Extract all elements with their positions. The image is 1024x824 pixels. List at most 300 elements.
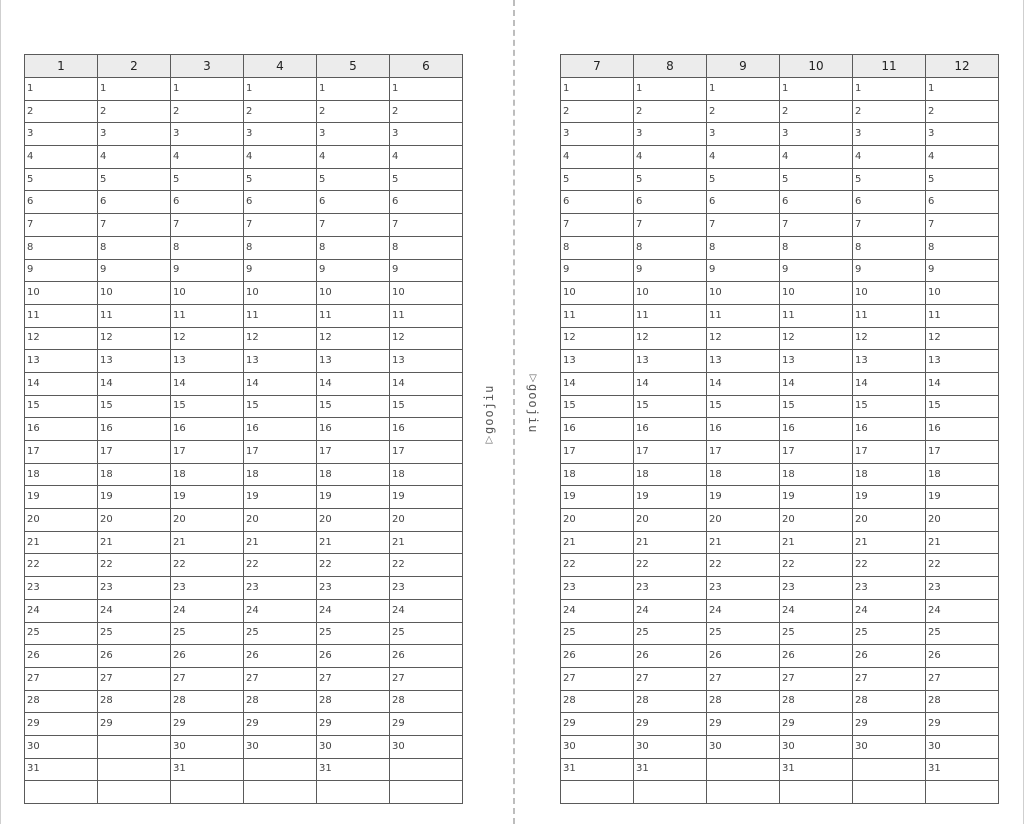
day-cell: 23 <box>707 577 780 600</box>
day-cell <box>98 735 171 758</box>
day-cell: 17 <box>171 441 244 464</box>
day-cell: 28 <box>244 690 317 713</box>
day-cell: 24 <box>25 599 98 622</box>
day-cell: 30 <box>926 735 999 758</box>
day-row <box>25 441 463 464</box>
day-cell: 29 <box>25 713 98 736</box>
day-cell: 26 <box>317 645 390 668</box>
day-cell: 15 <box>780 395 853 418</box>
day-row <box>561 667 999 690</box>
day-row <box>25 146 463 169</box>
day-cell: 1 <box>244 78 317 101</box>
day-cell: 17 <box>707 441 780 464</box>
day-cell: 18 <box>244 463 317 486</box>
day-cell: 8 <box>244 236 317 259</box>
day-cell: 3 <box>707 123 780 146</box>
day-cell: 8 <box>25 236 98 259</box>
day-row <box>561 531 999 554</box>
day-cell: 30 <box>390 735 463 758</box>
day-cell: 18 <box>98 463 171 486</box>
day-cell: 12 <box>853 327 926 350</box>
day-cell: 4 <box>25 146 98 169</box>
day-cell <box>707 781 780 804</box>
brand-wordmark: goojiu <box>526 384 540 434</box>
day-cell: 7 <box>98 214 171 237</box>
day-row <box>561 259 999 282</box>
day-cell: 7 <box>317 214 390 237</box>
day-cell: 15 <box>634 395 707 418</box>
day-cell: 5 <box>98 168 171 191</box>
day-cell: 26 <box>561 645 634 668</box>
day-cell: 1 <box>317 78 390 101</box>
day-cell: 19 <box>780 486 853 509</box>
day-cell: 28 <box>561 690 634 713</box>
day-cell: 9 <box>171 259 244 282</box>
month-header: 9 <box>707 55 780 78</box>
triangle-mark-icon: ▽ <box>529 373 537 384</box>
month-header: 12 <box>926 55 999 78</box>
day-cell: 3 <box>244 123 317 146</box>
day-cell: 9 <box>25 259 98 282</box>
day-row <box>25 78 463 101</box>
day-cell: 12 <box>561 327 634 350</box>
day-cell: 1 <box>780 78 853 101</box>
day-cell: 6 <box>98 191 171 214</box>
day-cell: 25 <box>561 622 634 645</box>
day-cell: 22 <box>780 554 853 577</box>
day-row <box>25 123 463 146</box>
day-cell: 20 <box>98 509 171 532</box>
day-cell: 25 <box>317 622 390 645</box>
day-cell: 19 <box>244 486 317 509</box>
day-cell: 12 <box>317 327 390 350</box>
day-cell <box>780 781 853 804</box>
day-cell: 26 <box>390 645 463 668</box>
day-cell <box>853 781 926 804</box>
day-cell: 12 <box>926 327 999 350</box>
day-cell: 9 <box>853 259 926 282</box>
day-row <box>25 395 463 418</box>
day-cell: 28 <box>317 690 390 713</box>
day-cell: 14 <box>926 372 999 395</box>
day-cell: 3 <box>25 123 98 146</box>
day-cell: 21 <box>390 531 463 554</box>
day-cell: 11 <box>707 304 780 327</box>
day-cell: 30 <box>171 735 244 758</box>
day-cell: 31 <box>780 758 853 781</box>
day-cell: 23 <box>25 577 98 600</box>
day-cell: 18 <box>707 463 780 486</box>
day-row <box>561 304 999 327</box>
day-cell: 5 <box>926 168 999 191</box>
day-cell: 10 <box>25 282 98 305</box>
day-cell: 18 <box>171 463 244 486</box>
calendar-table-jul-dec <box>560 54 999 804</box>
day-row <box>25 509 463 532</box>
day-cell: 9 <box>390 259 463 282</box>
month-header: 6 <box>390 55 463 78</box>
day-cell: 12 <box>780 327 853 350</box>
day-cell: 14 <box>171 372 244 395</box>
day-cell: 7 <box>561 214 634 237</box>
day-cell: 12 <box>25 327 98 350</box>
day-row <box>561 622 999 645</box>
day-row <box>25 713 463 736</box>
day-cell: 1 <box>853 78 926 101</box>
day-cell: 14 <box>317 372 390 395</box>
day-cell: 3 <box>780 123 853 146</box>
day-cell: 15 <box>561 395 634 418</box>
day-cell: 27 <box>171 667 244 690</box>
day-cell: 8 <box>707 236 780 259</box>
day-cell: 21 <box>25 531 98 554</box>
day-cell: 19 <box>926 486 999 509</box>
day-row <box>25 259 463 282</box>
day-cell: 15 <box>171 395 244 418</box>
day-row <box>25 214 463 237</box>
triangle-mark-icon: ▽ <box>485 434 493 445</box>
month-header: 10 <box>780 55 853 78</box>
day-cell: 11 <box>853 304 926 327</box>
day-cell: 13 <box>707 350 780 373</box>
day-cell: 29 <box>171 713 244 736</box>
day-cell: 3 <box>390 123 463 146</box>
day-cell: 28 <box>926 690 999 713</box>
day-cell: 17 <box>561 441 634 464</box>
day-cell: 29 <box>853 713 926 736</box>
day-cell: 14 <box>244 372 317 395</box>
brand-logo-right <box>523 374 543 444</box>
day-row <box>25 690 463 713</box>
day-cell: 18 <box>780 463 853 486</box>
day-cell: 21 <box>244 531 317 554</box>
day-cell: 20 <box>853 509 926 532</box>
day-cell: 22 <box>171 554 244 577</box>
day-cell: 15 <box>244 395 317 418</box>
month-header-row <box>561 55 999 78</box>
day-row <box>561 554 999 577</box>
day-cell: 17 <box>853 441 926 464</box>
day-cell: 1 <box>926 78 999 101</box>
day-cell: 15 <box>926 395 999 418</box>
day-cell: 14 <box>780 372 853 395</box>
day-cell: 1 <box>634 78 707 101</box>
day-cell: 23 <box>244 577 317 600</box>
day-cell: 25 <box>25 622 98 645</box>
day-cell: 14 <box>853 372 926 395</box>
day-cell: 8 <box>317 236 390 259</box>
day-cell: 11 <box>926 304 999 327</box>
day-cell: 26 <box>244 645 317 668</box>
day-cell: 18 <box>853 463 926 486</box>
day-row <box>25 531 463 554</box>
day-cell: 5 <box>171 168 244 191</box>
day-cell: 25 <box>780 622 853 645</box>
day-row <box>561 577 999 600</box>
day-row <box>561 123 999 146</box>
day-cell <box>634 781 707 804</box>
day-cell: 2 <box>25 100 98 123</box>
day-cell: 16 <box>780 418 853 441</box>
day-cell: 21 <box>780 531 853 554</box>
day-cell: 6 <box>25 191 98 214</box>
day-cell: 20 <box>317 509 390 532</box>
day-cell: 1 <box>25 78 98 101</box>
day-cell: 28 <box>707 690 780 713</box>
day-cell: 21 <box>707 531 780 554</box>
day-cell: 31 <box>926 758 999 781</box>
day-cell: 4 <box>707 146 780 169</box>
day-cell: 23 <box>926 577 999 600</box>
day-cell: 4 <box>390 146 463 169</box>
day-cell: 23 <box>561 577 634 600</box>
day-cell: 29 <box>561 713 634 736</box>
day-cell: 29 <box>780 713 853 736</box>
day-row <box>561 100 999 123</box>
day-cell: 22 <box>853 554 926 577</box>
day-cell: 22 <box>634 554 707 577</box>
day-cell: 5 <box>25 168 98 191</box>
day-cell: 7 <box>25 214 98 237</box>
day-cell: 4 <box>244 146 317 169</box>
day-cell: 24 <box>780 599 853 622</box>
day-cell: 2 <box>171 100 244 123</box>
day-cell: 7 <box>390 214 463 237</box>
day-row <box>25 350 463 373</box>
day-cell: 18 <box>634 463 707 486</box>
day-cell: 20 <box>561 509 634 532</box>
day-cell: 8 <box>171 236 244 259</box>
day-cell: 28 <box>25 690 98 713</box>
day-cell: 19 <box>317 486 390 509</box>
day-cell: 3 <box>171 123 244 146</box>
day-cell: 20 <box>780 509 853 532</box>
day-cell: 7 <box>244 214 317 237</box>
day-cell: 8 <box>853 236 926 259</box>
day-cell: 18 <box>926 463 999 486</box>
day-cell: 4 <box>780 146 853 169</box>
day-cell: 30 <box>25 735 98 758</box>
day-cell: 9 <box>707 259 780 282</box>
day-cell: 23 <box>390 577 463 600</box>
day-cell: 13 <box>780 350 853 373</box>
day-row <box>25 168 463 191</box>
day-row <box>25 577 463 600</box>
day-cell: 25 <box>853 622 926 645</box>
day-cell: 22 <box>98 554 171 577</box>
day-cell: 15 <box>853 395 926 418</box>
day-cell: 14 <box>98 372 171 395</box>
day-cell: 8 <box>926 236 999 259</box>
day-cell: 2 <box>634 100 707 123</box>
day-cell: 23 <box>98 577 171 600</box>
day-cell: 10 <box>561 282 634 305</box>
day-cell: 22 <box>390 554 463 577</box>
day-cell: 1 <box>707 78 780 101</box>
day-cell: 14 <box>561 372 634 395</box>
day-cell: 10 <box>244 282 317 305</box>
day-cell: 21 <box>561 531 634 554</box>
day-cell: 6 <box>853 191 926 214</box>
day-cell: 11 <box>390 304 463 327</box>
day-cell: 16 <box>390 418 463 441</box>
day-cell: 15 <box>390 395 463 418</box>
day-cell: 26 <box>98 645 171 668</box>
day-cell: 22 <box>926 554 999 577</box>
day-row <box>25 781 463 804</box>
day-cell: 28 <box>634 690 707 713</box>
day-row <box>561 463 999 486</box>
day-cell: 26 <box>707 645 780 668</box>
day-cell: 9 <box>98 259 171 282</box>
day-cell: 31 <box>171 758 244 781</box>
day-cell: 21 <box>317 531 390 554</box>
day-cell: 12 <box>707 327 780 350</box>
day-cell: 17 <box>926 441 999 464</box>
day-cell: 14 <box>390 372 463 395</box>
day-cell: 16 <box>853 418 926 441</box>
day-cell: 12 <box>171 327 244 350</box>
day-row <box>561 236 999 259</box>
day-cell <box>98 781 171 804</box>
day-cell: 1 <box>98 78 171 101</box>
day-cell: 15 <box>25 395 98 418</box>
day-cell: 17 <box>317 441 390 464</box>
day-cell: 24 <box>853 599 926 622</box>
day-cell: 6 <box>171 191 244 214</box>
day-cell: 15 <box>707 395 780 418</box>
day-cell: 16 <box>926 418 999 441</box>
day-cell: 15 <box>98 395 171 418</box>
day-cell: 2 <box>707 100 780 123</box>
day-cell: 8 <box>390 236 463 259</box>
day-cell: 16 <box>171 418 244 441</box>
day-cell: 19 <box>390 486 463 509</box>
day-cell: 27 <box>390 667 463 690</box>
day-row <box>25 304 463 327</box>
day-cell: 28 <box>98 690 171 713</box>
day-cell: 6 <box>244 191 317 214</box>
day-cell: 29 <box>634 713 707 736</box>
day-cell: 6 <box>780 191 853 214</box>
day-cell <box>98 758 171 781</box>
day-cell: 17 <box>25 441 98 464</box>
day-row <box>25 758 463 781</box>
day-cell: 24 <box>707 599 780 622</box>
day-cell: 6 <box>390 191 463 214</box>
day-cell: 10 <box>926 282 999 305</box>
day-cell: 4 <box>561 146 634 169</box>
day-cell: 13 <box>390 350 463 373</box>
day-cell: 30 <box>244 735 317 758</box>
day-cell: 10 <box>171 282 244 305</box>
day-cell: 13 <box>853 350 926 373</box>
day-cell: 25 <box>244 622 317 645</box>
day-cell: 24 <box>244 599 317 622</box>
day-cell: 2 <box>780 100 853 123</box>
day-cell: 19 <box>171 486 244 509</box>
day-cell: 13 <box>634 350 707 373</box>
day-cell: 15 <box>317 395 390 418</box>
month-header: 3 <box>171 55 244 78</box>
day-cell: 11 <box>171 304 244 327</box>
day-cell: 27 <box>561 667 634 690</box>
day-cell: 10 <box>98 282 171 305</box>
day-cell: 25 <box>171 622 244 645</box>
day-cell: 10 <box>707 282 780 305</box>
day-cell: 9 <box>926 259 999 282</box>
day-cell: 28 <box>780 690 853 713</box>
day-cell: 29 <box>926 713 999 736</box>
day-cell: 17 <box>780 441 853 464</box>
day-cell: 19 <box>634 486 707 509</box>
day-cell: 11 <box>634 304 707 327</box>
day-cell: 7 <box>780 214 853 237</box>
day-row <box>561 735 999 758</box>
day-cell: 20 <box>244 509 317 532</box>
day-cell: 13 <box>171 350 244 373</box>
day-cell: 22 <box>561 554 634 577</box>
day-cell: 10 <box>853 282 926 305</box>
day-cell: 1 <box>561 78 634 101</box>
day-cell: 4 <box>853 146 926 169</box>
calendar-table-jan-jun <box>24 54 463 804</box>
day-cell: 30 <box>317 735 390 758</box>
day-cell: 27 <box>707 667 780 690</box>
day-row <box>25 667 463 690</box>
day-cell: 1 <box>171 78 244 101</box>
day-cell: 6 <box>926 191 999 214</box>
day-cell: 14 <box>25 372 98 395</box>
day-cell: 27 <box>780 667 853 690</box>
day-cell <box>25 781 98 804</box>
day-cell: 22 <box>244 554 317 577</box>
day-cell: 19 <box>853 486 926 509</box>
day-cell: 31 <box>561 758 634 781</box>
day-cell: 25 <box>98 622 171 645</box>
day-row <box>561 146 999 169</box>
day-cell: 26 <box>926 645 999 668</box>
day-cell: 10 <box>317 282 390 305</box>
day-cell: 21 <box>171 531 244 554</box>
day-cell: 16 <box>244 418 317 441</box>
day-cell: 12 <box>98 327 171 350</box>
day-cell <box>244 781 317 804</box>
day-row <box>25 282 463 305</box>
day-cell: 12 <box>634 327 707 350</box>
day-cell: 4 <box>926 146 999 169</box>
day-cell: 5 <box>561 168 634 191</box>
day-cell: 27 <box>317 667 390 690</box>
day-cell: 17 <box>390 441 463 464</box>
day-row <box>25 327 463 350</box>
day-row <box>25 599 463 622</box>
day-row <box>25 735 463 758</box>
day-cell: 18 <box>317 463 390 486</box>
day-cell: 1 <box>390 78 463 101</box>
day-row <box>561 191 999 214</box>
day-cell: 11 <box>780 304 853 327</box>
day-cell: 13 <box>926 350 999 373</box>
day-cell: 26 <box>780 645 853 668</box>
day-cell: 7 <box>171 214 244 237</box>
day-cell: 22 <box>317 554 390 577</box>
day-cell: 27 <box>634 667 707 690</box>
day-row <box>25 554 463 577</box>
day-cell: 24 <box>390 599 463 622</box>
day-cell: 7 <box>853 214 926 237</box>
day-cell: 7 <box>926 214 999 237</box>
